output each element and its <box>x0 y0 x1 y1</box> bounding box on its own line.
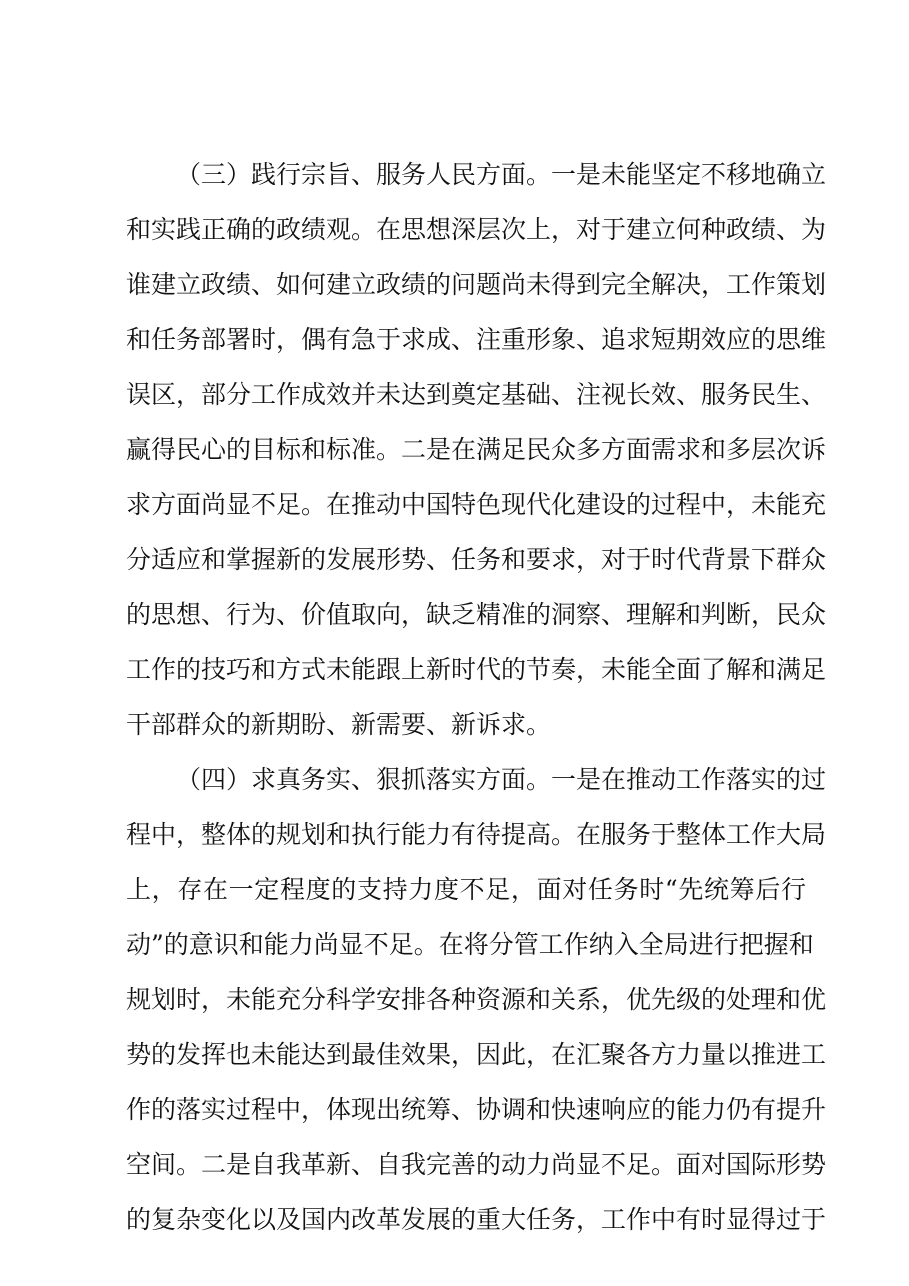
text-line: 工作的技巧和方式未能跟上新时代的节奏，未能全面了解和满足 <box>126 655 827 684</box>
text-line: 势的发挥也未能达到最佳效果，因此，在汇聚各方力量以推进工 <box>126 1040 827 1069</box>
text-line: 和实践正确的政绩观。在思想深层次上，对于建立何种政绩、为 <box>126 215 827 244</box>
text-line: 动”的意识和能力尚显不足。在将分管工作纳入全局进行把握和 <box>126 930 814 959</box>
text-line: 和任务部署时，偶有急于求成、注重形象、追求短期效应的思维 <box>126 325 827 354</box>
text-line: 赢得民心的目标和标准。二是在满足民众多方面需求和多层次诉 <box>126 435 827 464</box>
text-line: 上，存在一定程度的支持力度不足，面对任务时“先统筹后行 <box>126 875 806 904</box>
text-line: 程中，整体的规划和执行能力有待提高。在服务于整体工作大局 <box>126 820 827 849</box>
text-line: 作的落实过程中，体现出统筹、协调和快速响应的能力仍有提升 <box>126 1095 827 1124</box>
text-line: 干部群众的新期盼、新需要、新诉求。 <box>126 710 552 739</box>
text-line: 的复杂变化以及国内改革发展的重大任务，工作中有时显得过于 <box>126 1205 827 1234</box>
text-line: （四）求真务实、狠抓落实方面。一是在推动工作落实的过 <box>176 765 827 794</box>
text-line: 空间。二是自我革新、自我完善的动力尚显不足。面对国际形势 <box>126 1150 827 1179</box>
text-line: 谁建立政绩、如何建立政绩的问题尚未得到完全解决，工作策划 <box>126 270 827 299</box>
text-line: 分适应和掌握新的发展形势、任务和要求，对于时代背景下群众 <box>126 545 827 574</box>
text-line: 规划时，未能充分科学安排各种资源和关系，优先级的处理和优 <box>126 985 827 1014</box>
text-line: 的思想、行为、价值取向，缺乏精准的洞察、理解和判断，民众 <box>126 600 827 629</box>
text-line: （三）践行宗旨、服务人民方面。一是未能坚定不移地确立 <box>176 160 827 189</box>
text-line: 求方面尚显不足。在推动中国特色现代化建设的过程中，未能充 <box>126 490 827 519</box>
text-line: 误区，部分工作成效并未达到奠定基础、注视长效、服务民生、 <box>126 380 827 409</box>
